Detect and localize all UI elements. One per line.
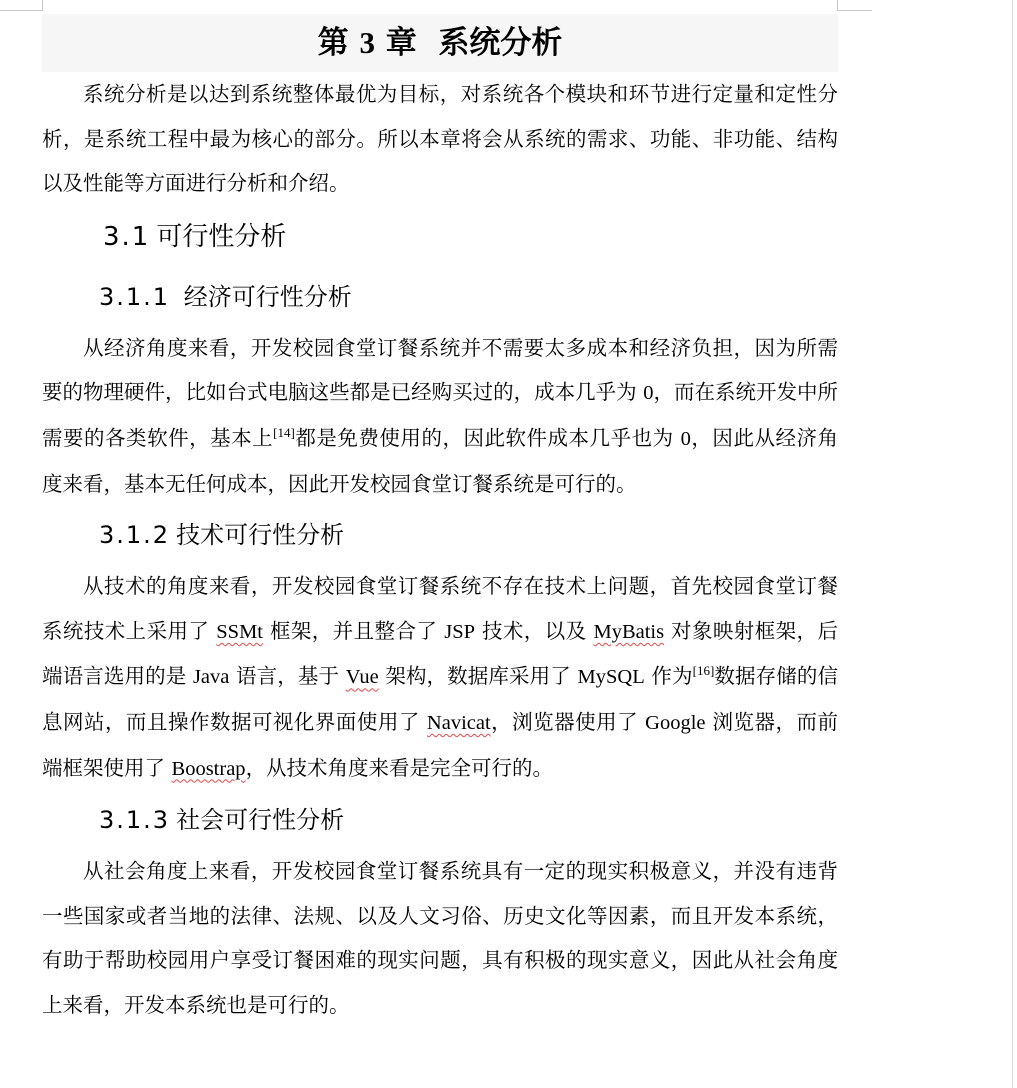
section-3-1-3-heading: [42, 791, 838, 849]
chapter-title-text: 系统分析: [438, 25, 563, 61]
tech-text-4: 对象映射框架，后端语言选用的是: [42, 618, 838, 689]
section-3-1-2-heading: [42, 506, 838, 564]
chapter-title: [42, 14, 838, 72]
term-mysql: MySQL: [577, 666, 645, 689]
section-3-1-3-number: 3.1.3: [99, 806, 171, 835]
tech-text-11: ，从技术角度来看是完全可行的。: [245, 755, 554, 780]
citation-16: [16]: [692, 663, 715, 679]
page-right-edge: [1012, 0, 1013, 1088]
social-feasibility-paragraph: 从社会角度上来看，开发校园食堂订餐系统具有一定的现实积极意义，并没有违背一些国家或者当地的法律、法规、以及人文习俗、历史文化等因素，而且开发本系统，有助于帮助校园用户享受订餐困难的现实问题，具有积极的现实意义，因此从社会角度上来看，开发本系统也是可行的。: [42, 859, 838, 1017]
document-body[interactable]: [42, 14, 838, 1028]
tech-text-5: 语言，基于: [236, 664, 340, 689]
economic-text-3: 都是免费使用的，因此软件成本几乎也为: [294, 425, 674, 450]
crop-mark-top-left: [0, 0, 43, 11]
section-3-1-2-title: 技术可行性分析: [176, 521, 345, 550]
term-vue: Vue: [345, 666, 379, 689]
term-navicat: Navicat: [426, 711, 491, 734]
economic-zero-1: 0: [643, 382, 654, 405]
section-3-1-3-title: 社会可行性分析: [176, 806, 345, 835]
economic-text-4: ，因此从经济角度来看，基本无任何成本，因此开发校园食堂订餐系统是可行的。: [42, 425, 839, 496]
section-3-1-number: 3.1: [103, 221, 151, 252]
tech-text-7: 作为: [651, 664, 693, 689]
term-java: Java: [192, 666, 230, 689]
term-boostrap: Boostrap: [171, 757, 246, 780]
term-mybatis: MyBatis: [593, 620, 665, 643]
tech-text-6: 架构，数据库采用了: [385, 664, 571, 689]
term-google: Google: [645, 711, 706, 734]
economic-text-1: 从经济角度来看，开发校园食堂订餐系统并不需要太多成本和经济负担，因为所需要的物理硬件，比如台式电脑这些都是已经购买过的，成本几乎为: [42, 335, 838, 405]
section-3-1-heading: [42, 206, 838, 268]
tech-text-9: ，浏览器使用了: [490, 709, 639, 734]
term-ssmt: SSMt: [216, 620, 264, 643]
term-jsp: JSP: [444, 620, 476, 643]
citation-14: [14]: [273, 424, 295, 440]
section-3-1-1-heading: [42, 268, 838, 326]
tech-text-1: 从技术的角度来看，开发校园食堂订餐系统不存在技术上问题，首先校园食堂订餐系统技术上采用了: [42, 574, 838, 643]
tech-text-8: 数据存储的信息网站，而且操作数据可视化界面使用了: [42, 664, 838, 734]
tech-text-10: 浏览器，而前端框架使用了: [42, 709, 838, 780]
chapter-number: 3: [359, 25, 375, 60]
intro-paragraph: 系统分析是以达到系统整体最优为目标，对系统各个模块和环节进行定量和定性分析，是系统工程中最为核心的部分。所以本章将会从系统的需求、功能、非功能、结构以及性能等方面进行分析和介绍。: [42, 82, 838, 196]
chapter-suffix: 章: [385, 25, 417, 61]
economic-feasibility-paragraph: [42, 326, 838, 506]
technical-feasibility-paragraph: [42, 564, 838, 791]
section-3-1-1-title: 经济可行性分析: [183, 282, 352, 311]
economic-text-2: ，而在系统开发中所需要的各类软件，基本上: [42, 380, 839, 450]
chapter-prefix: 第: [317, 25, 349, 61]
section-3-1-2-number: 3.1.2: [99, 521, 171, 550]
crop-mark-top-right: [837, 0, 872, 11]
section-3-1-1-number: 3.1.1: [99, 282, 171, 311]
section-3-1-title: 可行性分析: [156, 221, 287, 252]
tech-text-2: 框架，并且整合了: [269, 618, 438, 643]
economic-zero-2: 0: [680, 427, 691, 450]
tech-text-3: 技术，以及: [481, 618, 587, 643]
